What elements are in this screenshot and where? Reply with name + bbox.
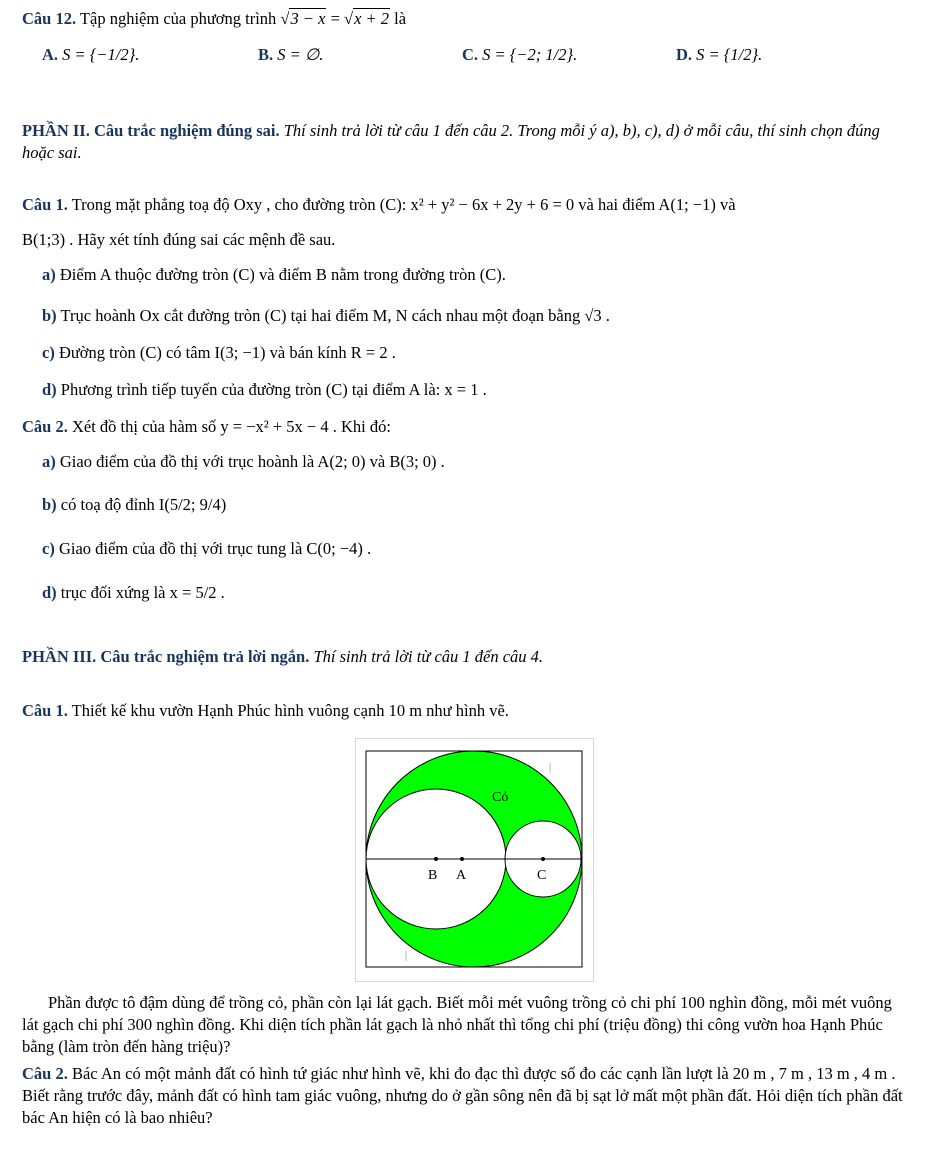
point-c-label: C [537,868,547,883]
item-label: b) [42,306,57,325]
p2-q2-stem: Xét đồ thị của hàm số y = −x² + 5x − 4 . Khi đó: [71,417,391,436]
p3-q1-stem-line [22,700,509,722]
p2-q2-item-d[interactable] [42,582,225,604]
p2-q1-stem-line1 [22,194,736,216]
part3-heading-block [22,646,543,668]
point-b-label: B [428,868,438,883]
p2-q1-item-a[interactable] [42,264,506,286]
point-a [460,857,464,861]
option-label: A. [42,45,59,64]
part2-instruction: Thí sinh trả lời từ câu 1 đến câu 2. Trong mỗi ý a), b), c), d) ở mỗi câu, thí sinh chọn đúng hoặc sai. [22,121,880,162]
part2-heading-block [22,120,908,164]
item-text: Phương trình tiếp tuyến của đường tròn (C) tại điểm A là: x = 1 . [60,380,487,399]
p3-q2-label: Câu 2. [22,1064,68,1083]
item-text: Giao điểm của đồ thị với trục tung là C(0; −4) . [58,539,372,558]
item-label: b) [42,495,57,514]
item-text: Điểm A thuộc đường tròn (C) và điểm B nằm trong đường tròn (C). [59,265,506,284]
item-text: Trục hoành Ox cắt đường tròn (C) tại hai điểm M, N cách nhau một đoạn bằng √3 . [60,306,610,325]
part3-heading: PHẦN III. Câu trắc nghiệm trả lời ngắn. [22,647,310,666]
part2-heading: PHẦN II. Câu trắc nghiệm đúng sai. [22,121,280,140]
item-text: trục đối xứng là x = 5/2 . [60,583,225,602]
option-label: C. [462,45,479,64]
item-text: Giao điểm của đồ thị với trục hoành là A(2; 0) và B(3; 0) . [59,452,445,471]
p2-q1-item-c[interactable] [42,342,396,364]
garden-figure-svg [356,739,593,981]
q12-option-d[interactable] [676,44,762,66]
point-b [434,857,438,861]
part3-instruction: Thí sinh trả lời từ câu 1 đến câu 4. [313,647,544,666]
point-a-label: A [456,868,467,883]
option-text: S = {−2; 1/2}. [482,45,578,64]
q12-equation: √3 − x = √x + 2 [280,9,390,28]
point-c [541,857,545,861]
p2-q2-stem-line [22,416,391,438]
p3-q2-body: Bác An có một mảnh đất có hình tứ giác như hình vẽ, khi đo đạc thì được số đo các cạnh lần lượt là 20 m , 7 m , 13 m , 4 m . Biết rằng trước đây, mảnh đất có hình tam giác vuông, nhưng do ở gần sông nên đã bị sạt lở mất một phần đất. Hỏi diện tích phần đất bác An hiện có là bao nhiêu? [22,1064,903,1127]
q12-option-a[interactable] [42,44,139,66]
q12-stem-line [22,8,406,30]
p3-q1-label: Câu 1. [22,701,68,720]
item-label: a) [42,452,56,471]
item-label: c) [42,539,55,558]
q12-label: Câu 12. [22,9,77,28]
option-text: S = {−1/2}. [62,45,140,64]
p2-q1-label: Câu 1. [22,195,68,214]
q12-option-c[interactable] [462,44,577,66]
garden-figure [355,738,594,982]
p3-q1-body: Phần được tô đậm dùng để trồng cỏ, phần còn lại lát gạch. Biết mỗi mét vuông trồng cỏ chi phí 100 nghìn đồng, mỗi mét vuông lát gạch chi phí 300 nghìn đồng. Khi diện tích phần lát gạch là nhỏ nhất thì tổng chi phí (triệu đồng) thi công vườn hoa Hạnh Phúc bằng (làm tròn đến hàng triệu)? [22,993,892,1056]
item-label: c) [42,343,55,362]
item-text: Đường tròn (C) có tâm I(3; −1) và bán kính R = 2 . [58,343,396,362]
p2-q2-item-c[interactable] [42,538,371,560]
p3-q1-stem: Thiết kế khu vườn Hạnh Phúc hình vuông cạnh 10 m như hình vẽ. [71,701,509,720]
p2-q1-item-d[interactable] [42,379,487,401]
grass-label: Cỏ [492,790,509,805]
p2-q2-item-b[interactable] [42,494,226,516]
item-label: a) [42,265,56,284]
option-text: S = {1/2}. [696,45,763,64]
option-label: D. [676,45,693,64]
p2-q1-stem-line2: B(1;3) . Hãy xét tính đúng sai các mệnh đề sau. [22,230,336,249]
p2-q1-item-b[interactable] [42,305,610,327]
p2-q2-item-a[interactable] [42,451,445,473]
q12-stem: Tập nghiệm của phương trình [79,9,277,28]
q12-option-b[interactable] [258,44,323,66]
q12-tail: là [394,9,407,28]
item-text: có toạ độ đỉnh I(5/2; 9/4) [60,495,227,514]
p3-q2-block [22,1063,908,1129]
option-text: S = ∅. [277,45,324,64]
item-label: d) [42,583,57,602]
option-label: B. [258,45,274,64]
p2-q1-stem1: Trong mặt phẳng toạ độ Oxy , cho đường tròn (C): x² + y² − 6x + 2y + 6 = 0 và hai điểm A(1; −1) và [71,195,736,214]
item-label: d) [42,380,57,399]
p2-q2-label: Câu 2. [22,417,68,436]
